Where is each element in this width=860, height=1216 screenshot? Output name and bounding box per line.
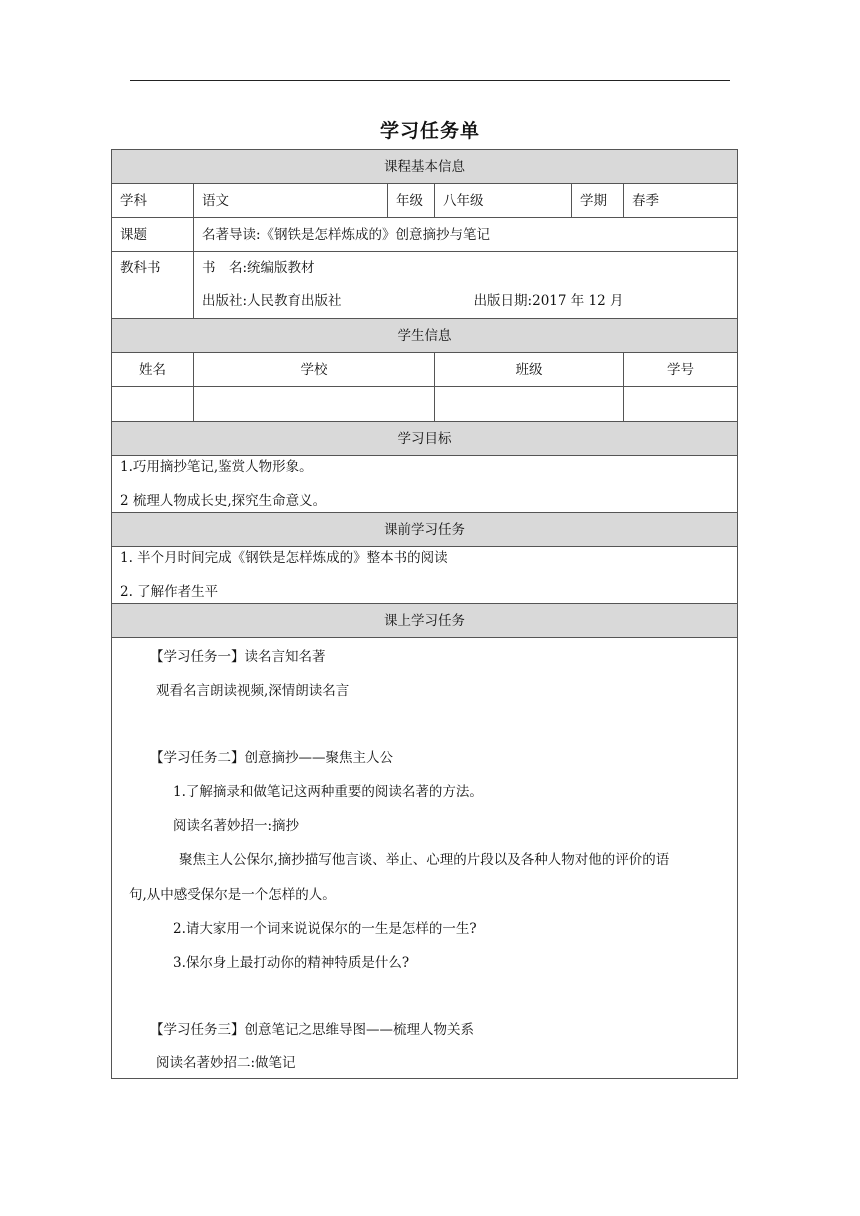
task-two-line: 聚焦主人公保尔,摘抄描写他言谈、举止、心理的片段以及各种人物对他的评价的语 — [179, 852, 670, 868]
grade-label: 年级 — [388, 184, 435, 218]
subject-value: 语文 — [194, 184, 388, 218]
class-field[interactable] — [435, 387, 624, 422]
textbook-label: 教科书 — [112, 252, 194, 319]
in-class-content — [112, 638, 738, 1079]
section-header-student-info: 学生信息 — [112, 319, 738, 353]
task-three-line: 阅读名著妙招二:做笔记 — [156, 1055, 296, 1071]
task-two-line: 句,从中感受保尔是一个怎样的人。 — [129, 887, 336, 903]
publisher-line — [202, 291, 729, 311]
objectives-content — [112, 456, 738, 513]
column-header-name: 姓名 — [112, 353, 194, 387]
column-header-student-id: 学号 — [624, 353, 738, 387]
term-label: 学期 — [572, 184, 624, 218]
task-two-line: 1.了解摘录和做笔记这两种重要的阅读名著的方法。 — [173, 784, 483, 800]
term-value: 春季 — [624, 184, 738, 218]
section-header-objectives: 学习目标 — [112, 422, 738, 456]
header-rule — [130, 80, 730, 81]
objective-item: 2 梳理人物成长史,探究生命意义。 — [120, 493, 327, 509]
task-two-line: 2.请大家用一个词来说说保尔的一生是怎样的一生? — [173, 921, 477, 937]
task-one-heading: 【学习任务一】读名言知名著 — [150, 649, 326, 665]
page-title: 学习任务单 — [379, 120, 480, 142]
school-field[interactable] — [194, 387, 435, 422]
pre-class-item: 1. 半个月时间完成《钢铁是怎样炼成的》整本书的阅读 — [120, 550, 448, 566]
section-header-course-info: 课程基本信息 — [112, 150, 738, 184]
pre-class-content — [112, 547, 738, 604]
pre-class-item: 2. 了解作者生平 — [120, 584, 219, 600]
publisher: 出版社:人民教育出版社 — [202, 293, 342, 309]
subject-label: 学科 — [112, 184, 194, 218]
textbook-details — [194, 252, 738, 319]
section-header-pre-class: 课前学习任务 — [112, 513, 738, 547]
task-two-line: 3.保尔身上最打动你的精神特质是什么? — [173, 955, 410, 971]
section-header-in-class: 课上学习任务 — [112, 604, 738, 638]
grade-value: 八年级 — [435, 184, 572, 218]
topic-label: 课题 — [112, 218, 194, 252]
publication-date: 出版日期:2017 年 12 月 — [473, 293, 624, 309]
task-two-line: 阅读名著妙招一:摘抄 — [173, 818, 300, 834]
student-id-field[interactable] — [624, 387, 738, 422]
task-three-heading: 【学习任务三】创意笔记之思维导图——梳理人物关系 — [150, 1022, 474, 1038]
column-header-class: 班级 — [435, 353, 624, 387]
name-field[interactable] — [112, 387, 194, 422]
topic-value: 名著导读:《钢铁是怎样炼成的》创意摘抄与笔记 — [194, 218, 738, 252]
objective-item: 1.巧用摘抄笔记,鉴赏人物形象。 — [120, 459, 313, 475]
column-header-school: 学校 — [194, 353, 435, 387]
task-sheet-table — [111, 149, 738, 1079]
book-name: 书 名:统编版教材 — [202, 260, 315, 276]
task-one-line: 观看名言朗读视频,深情朗读名言 — [156, 683, 350, 699]
task-two-heading: 【学习任务二】创意摘抄——聚焦主人公 — [150, 750, 393, 766]
